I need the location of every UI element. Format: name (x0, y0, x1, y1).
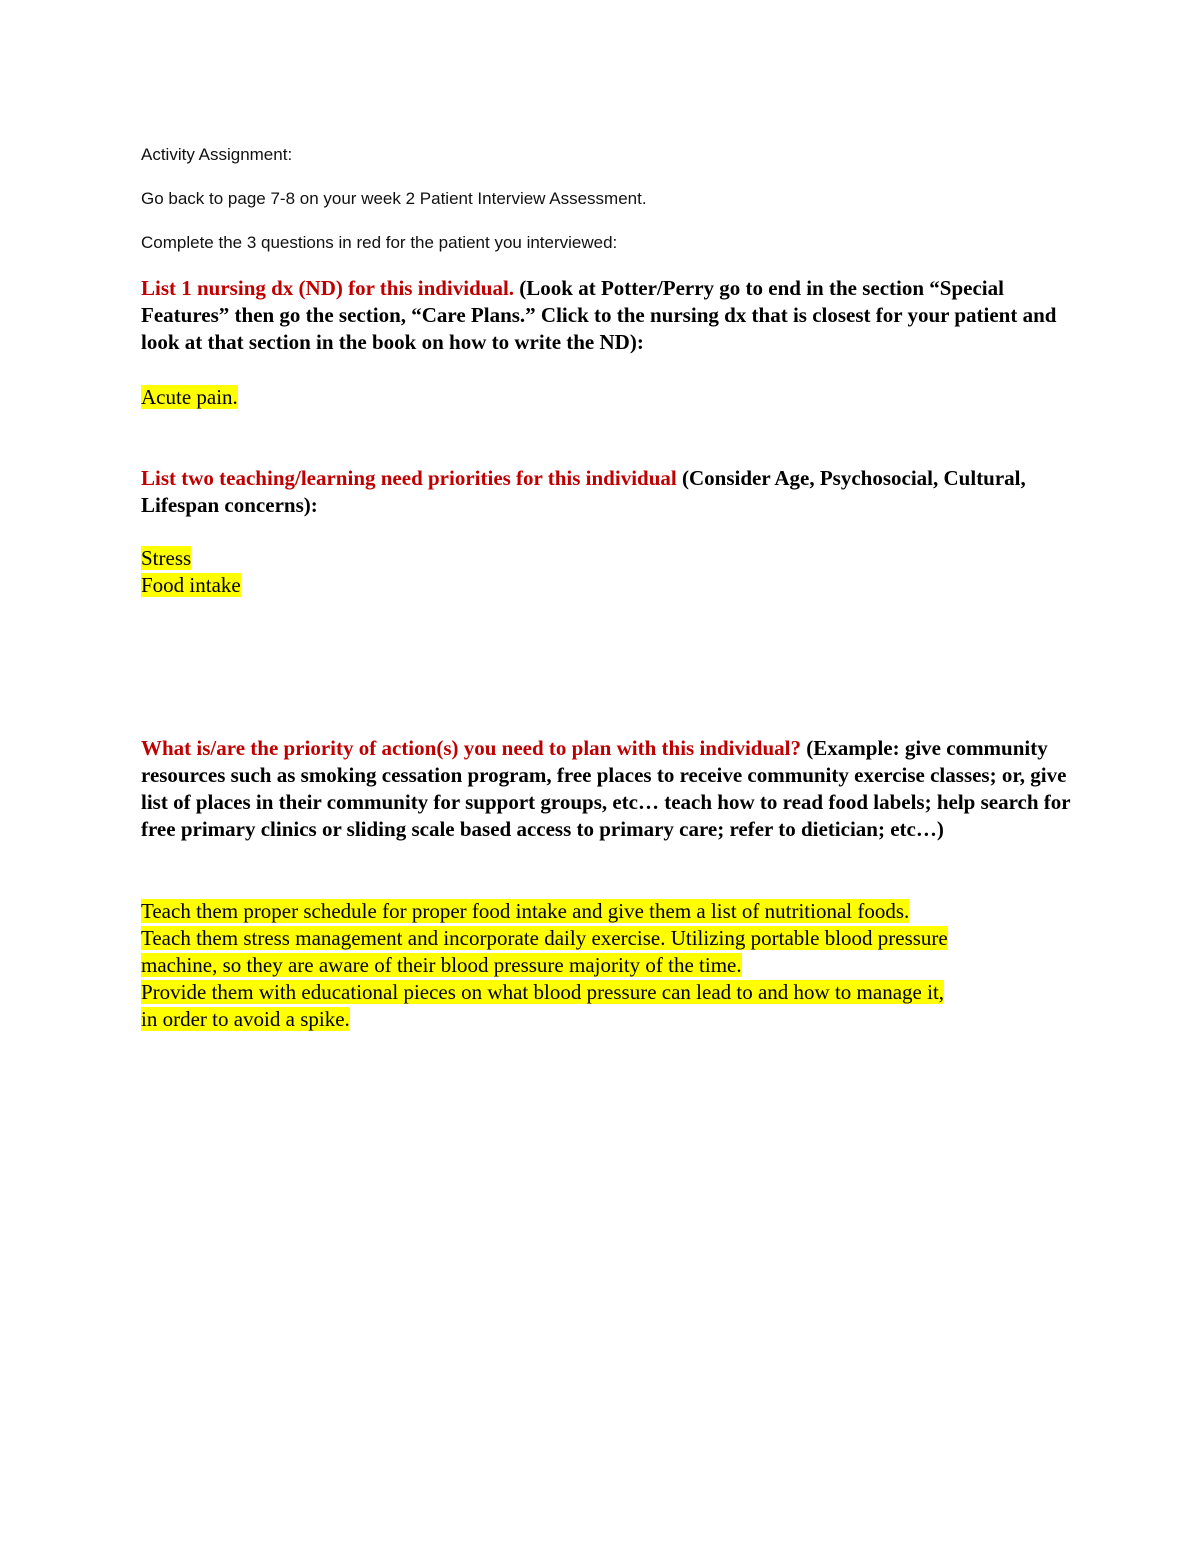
answer-2-item (141, 572, 241, 599)
answer-3-line (141, 952, 948, 979)
answer-2-item-text: Stress (141, 546, 192, 570)
question-3 (141, 735, 1071, 843)
answer-3-line-text: Provide them with educational pieces on what blood pressure can lead to and how to manage it, (141, 980, 945, 1004)
question-3-black-text: (Example: give community resources such as smoking cessation program, free places to receive community exercise classes; or, give list of places in their community for support groups, etc… teach how to read food labels; help search for free primary clinics or sliding scale based access to primary care; refer to dietician; etc…) (141, 736, 1071, 841)
answer-2-item-text: Food intake (141, 573, 241, 597)
question-2 (141, 465, 1071, 519)
instruction-complete: Complete the 3 questions in red for the patient you interviewed: (141, 233, 618, 252)
answer-3-line-text: machine, so they are aware of their blood pressure majority of the time. (141, 953, 742, 977)
question-3-red-text: What is/are the priority of action(s) you need to plan with this individual? (141, 736, 802, 760)
instruction-go-back: Go back to page 7-8 on your week 2 Patient Interview Assessment. (141, 189, 647, 208)
answer-1 (141, 384, 238, 411)
question-1-black-text: (Look at Potter/Perry go to end in the section “Special Features” then go the section, “Care Plans.” Click to the nursing dx that is closest for your patient and look at that section in the book on how to write the ND): (141, 276, 1057, 354)
answer-2-item (141, 545, 241, 572)
answer-3-line-text: Teach them stress management and incorporate daily exercise. Utilizing portable blood pressure (141, 926, 948, 950)
answer-3-line-text: in order to avoid a spike. (141, 1007, 350, 1031)
answer-1-text: Acute pain. (141, 385, 238, 409)
question-2-red-text: List two teaching/learning need priorities for this individual (141, 466, 677, 490)
answer-3 (141, 898, 948, 1033)
question-2-black-text: (Consider Age, Psychosocial, Cultural, Lifespan concerns): (141, 466, 1026, 517)
answer-3-line (141, 1006, 948, 1033)
question-1-red-text: List 1 nursing dx (ND) for this individual. (141, 276, 515, 300)
answer-2 (141, 545, 241, 599)
assignment-title: Activity Assignment: (141, 145, 293, 164)
answer-3-line-text: Teach them proper schedule for proper food intake and give them a list of nutritional foods. (141, 899, 910, 923)
answer-3-line (141, 898, 948, 925)
answer-3-line (141, 979, 948, 1006)
question-1 (141, 275, 1071, 356)
answer-3-line (141, 925, 948, 952)
